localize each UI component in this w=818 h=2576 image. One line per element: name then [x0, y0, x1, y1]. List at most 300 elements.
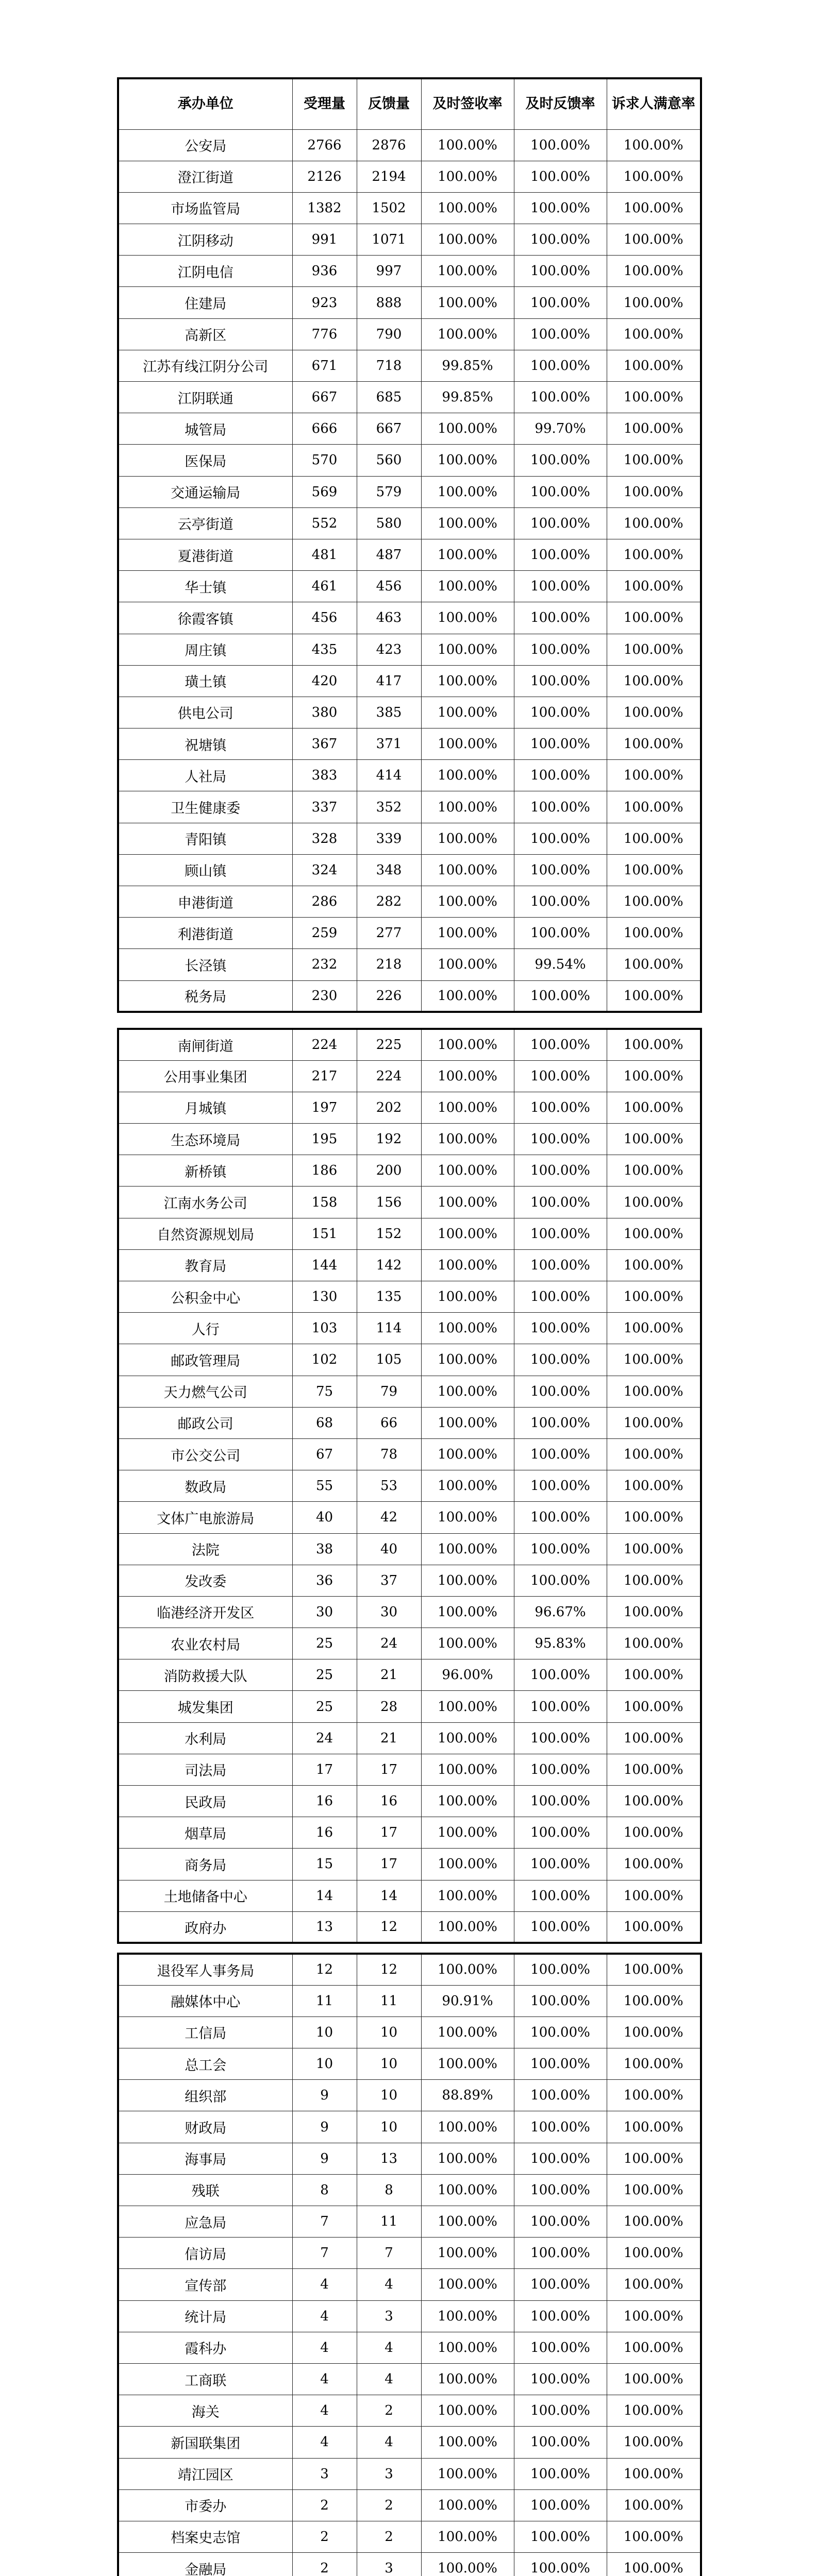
satisfaction-cell: 100.00% [607, 854, 701, 886]
feedback-rate-cell: 100.00% [514, 2489, 607, 2521]
accepted-cell: 991 [292, 224, 357, 256]
header-accepted: 受理量 [292, 78, 357, 129]
feedback-rate-cell: 100.00% [514, 1155, 607, 1187]
feedback-cell: 12 [357, 1954, 421, 1985]
table-row [118, 665, 701, 697]
table-row [118, 918, 701, 949]
unit-cell: 消防救援大队 [118, 1659, 292, 1691]
satisfaction-cell: 100.00% [607, 1659, 701, 1691]
table-row [118, 1249, 701, 1281]
feedback-cell: 14 [357, 1880, 421, 1911]
satisfaction-cell: 100.00% [607, 1911, 701, 1943]
accepted-cell: 25 [292, 1659, 357, 1691]
sign-rate-cell: 100.00% [421, 980, 514, 1012]
feedback-rate-cell: 99.54% [514, 949, 607, 980]
sign-rate-cell: 100.00% [421, 318, 514, 350]
satisfaction-cell: 100.00% [607, 760, 701, 791]
accepted-cell: 2 [292, 2521, 357, 2552]
feedback-rate-cell: 100.00% [514, 886, 607, 918]
satisfaction-cell: 100.00% [607, 1187, 701, 1218]
satisfaction-cell: 100.00% [607, 1849, 701, 1880]
accepted-cell: 12 [292, 1954, 357, 1985]
table-row [118, 129, 701, 161]
table-row [118, 1691, 701, 1722]
table-row [118, 791, 701, 823]
handling-table-part-3 [117, 1953, 702, 2576]
sign-rate-cell: 100.00% [421, 161, 514, 192]
accepted-cell: 13 [292, 1911, 357, 1943]
table-row [118, 697, 701, 728]
accepted-cell: 30 [292, 1596, 357, 1628]
table-row [118, 1281, 701, 1313]
feedback-cell: 456 [357, 571, 421, 602]
table-row [118, 1502, 701, 1533]
feedback-cell: 11 [357, 1985, 421, 2016]
unit-cell: 医保局 [118, 445, 292, 476]
accepted-cell: 144 [292, 1249, 357, 1281]
feedback-cell: 42 [357, 1502, 421, 1533]
unit-cell: 总工会 [118, 2048, 292, 2080]
table-row [118, 2238, 701, 2269]
feedback-rate-cell: 100.00% [514, 2395, 607, 2427]
feedback-cell: 579 [357, 476, 421, 507]
sign-rate-cell: 100.00% [421, 1470, 514, 1502]
feedback-rate-cell: 100.00% [514, 224, 607, 256]
accepted-cell: 461 [292, 571, 357, 602]
satisfaction-cell: 100.00% [607, 1880, 701, 1911]
accepted-cell: 328 [292, 823, 357, 854]
accepted-cell: 552 [292, 507, 357, 539]
table-row [118, 318, 701, 350]
table-row [118, 1985, 701, 2016]
satisfaction-cell: 100.00% [607, 2174, 701, 2206]
accepted-cell: 456 [292, 602, 357, 634]
feedback-cell: 21 [357, 1722, 421, 1754]
table-row [118, 1817, 701, 1849]
accepted-cell: 17 [292, 1754, 357, 1785]
feedback-cell: 2194 [357, 161, 421, 192]
sign-rate-cell: 99.85% [421, 350, 514, 381]
table-row [118, 1407, 701, 1438]
feedback-rate-cell: 100.00% [514, 1954, 607, 1985]
table-row [118, 445, 701, 476]
accepted-cell: 14 [292, 1880, 357, 1911]
table-row [118, 2363, 701, 2395]
feedback-rate-cell: 100.00% [514, 1407, 607, 1438]
feedback-cell: 2 [357, 2395, 421, 2427]
sign-rate-cell: 100.00% [421, 823, 514, 854]
table-row [118, 2080, 701, 2111]
sign-rate-cell: 100.00% [421, 602, 514, 634]
satisfaction-cell: 100.00% [607, 1344, 701, 1376]
header-feedback: 反馈量 [357, 78, 421, 129]
unit-cell: 财政局 [118, 2111, 292, 2143]
sign-rate-cell: 100.00% [421, 1596, 514, 1628]
unit-cell: 文体广电旅游局 [118, 1502, 292, 1533]
accepted-cell: 481 [292, 539, 357, 570]
feedback-rate-cell: 100.00% [514, 1313, 607, 1344]
feedback-rate-cell: 100.00% [514, 697, 607, 728]
feedback-rate-cell: 100.00% [514, 1249, 607, 1281]
table-row [118, 2143, 701, 2174]
unit-cell: 退役军人事务局 [118, 1954, 292, 1985]
feedback-cell: 4 [357, 2427, 421, 2458]
feedback-rate-cell: 100.00% [514, 1911, 607, 1943]
satisfaction-cell: 100.00% [607, 1596, 701, 1628]
unit-cell: 新国联集团 [118, 2427, 292, 2458]
satisfaction-cell: 100.00% [607, 1786, 701, 1817]
feedback-rate-cell: 100.00% [514, 1533, 607, 1565]
feedback-rate-cell: 95.83% [514, 1628, 607, 1659]
feedback-rate-cell: 100.00% [514, 1092, 607, 1123]
accepted-cell: 67 [292, 1438, 357, 1470]
unit-cell: 青阳镇 [118, 823, 292, 854]
sign-rate-cell: 100.00% [421, 2332, 514, 2363]
accepted-cell: 4 [292, 2300, 357, 2332]
sign-rate-cell: 100.00% [421, 1691, 514, 1722]
accepted-cell: 259 [292, 918, 357, 949]
feedback-rate-cell: 100.00% [514, 665, 607, 697]
sign-rate-cell: 100.00% [421, 507, 514, 539]
feedback-rate-cell: 100.00% [514, 287, 607, 318]
sign-rate-cell: 96.00% [421, 1659, 514, 1691]
accepted-cell: 570 [292, 445, 357, 476]
feedback-cell: 888 [357, 287, 421, 318]
sign-rate-cell: 100.00% [421, 2048, 514, 2080]
satisfaction-cell: 100.00% [607, 287, 701, 318]
sign-rate-cell: 100.00% [421, 760, 514, 791]
accepted-cell: 923 [292, 287, 357, 318]
sign-rate-cell: 100.00% [421, 1376, 514, 1407]
feedback-cell: 142 [357, 1249, 421, 1281]
feedback-cell: 3 [357, 2300, 421, 2332]
feedback-cell: 224 [357, 1060, 421, 1092]
satisfaction-cell: 100.00% [607, 1281, 701, 1313]
feedback-rate-cell: 100.00% [514, 318, 607, 350]
feedback-cell: 8 [357, 2174, 421, 2206]
sign-rate-cell: 100.00% [421, 1533, 514, 1565]
table-row [118, 1659, 701, 1691]
feedback-cell: 79 [357, 1376, 421, 1407]
feedback-cell: 4 [357, 2332, 421, 2363]
unit-cell: 江阴电信 [118, 256, 292, 287]
feedback-rate-cell: 100.00% [514, 1376, 607, 1407]
table-row [118, 823, 701, 854]
feedback-rate-cell: 100.00% [514, 382, 607, 413]
accepted-cell: 435 [292, 634, 357, 665]
unit-cell: 邮政管理局 [118, 1344, 292, 1376]
satisfaction-cell: 100.00% [607, 2332, 701, 2363]
accepted-cell: 38 [292, 1533, 357, 1565]
feedback-cell: 10 [357, 2048, 421, 2080]
accepted-cell: 24 [292, 1722, 357, 1754]
satisfaction-cell: 100.00% [607, 1691, 701, 1722]
table-row [118, 1786, 701, 1817]
sign-rate-cell: 100.00% [421, 854, 514, 886]
sign-rate-cell: 100.00% [421, 224, 514, 256]
sign-rate-cell: 100.00% [421, 129, 514, 161]
feedback-cell: 463 [357, 602, 421, 634]
feedback-cell: 105 [357, 1344, 421, 1376]
feedback-cell: 4 [357, 2269, 421, 2300]
satisfaction-cell: 100.00% [607, 728, 701, 760]
satisfaction-cell: 100.00% [607, 791, 701, 823]
feedback-rate-cell: 100.00% [514, 1218, 607, 1249]
unit-cell: 祝塘镇 [118, 728, 292, 760]
accepted-cell: 337 [292, 791, 357, 823]
unit-cell: 徐霞客镇 [118, 602, 292, 634]
sign-rate-cell: 90.91% [421, 1985, 514, 2016]
satisfaction-cell: 100.00% [607, 2111, 701, 2143]
feedback-cell: 580 [357, 507, 421, 539]
sign-rate-cell: 100.00% [421, 2016, 514, 2048]
unit-cell: 商务局 [118, 1849, 292, 1880]
feedback-cell: 1071 [357, 224, 421, 256]
feedback-rate-cell: 100.00% [514, 1880, 607, 1911]
unit-cell: 工信局 [118, 2016, 292, 2048]
table-row [118, 602, 701, 634]
unit-cell: 顾山镇 [118, 854, 292, 886]
unit-cell: 新桥镇 [118, 1155, 292, 1187]
table-row [118, 949, 701, 980]
table-row [118, 1124, 701, 1155]
unit-cell: 公用事业集团 [118, 1060, 292, 1092]
unit-cell: 卫生健康委 [118, 791, 292, 823]
satisfaction-cell: 100.00% [607, 161, 701, 192]
unit-cell: 发改委 [118, 1565, 292, 1596]
sign-rate-cell: 100.00% [421, 1407, 514, 1438]
feedback-cell: 66 [357, 1407, 421, 1438]
table-row [118, 192, 701, 224]
table-row [118, 1029, 701, 1060]
feedback-rate-cell: 100.00% [514, 2111, 607, 2143]
accepted-cell: 25 [292, 1628, 357, 1659]
feedback-cell: 53 [357, 1470, 421, 1502]
table-row [118, 1438, 701, 1470]
feedback-cell: 30 [357, 1596, 421, 1628]
feedback-rate-cell: 100.00% [514, 539, 607, 570]
table-row [118, 507, 701, 539]
feedback-rate-cell: 100.00% [514, 2332, 607, 2363]
sign-rate-cell: 100.00% [421, 791, 514, 823]
satisfaction-cell: 100.00% [607, 413, 701, 445]
table-row [118, 886, 701, 918]
sign-rate-cell: 100.00% [421, 256, 514, 287]
satisfaction-cell: 100.00% [607, 1722, 701, 1754]
feedback-rate-cell: 100.00% [514, 1438, 607, 1470]
table-row [118, 1911, 701, 1943]
accepted-cell: 195 [292, 1124, 357, 1155]
feedback-rate-cell: 100.00% [514, 918, 607, 949]
handling-table-part-2 [117, 1028, 702, 1944]
accepted-cell: 7 [292, 2206, 357, 2238]
accepted-cell: 4 [292, 2427, 357, 2458]
accepted-cell: 667 [292, 382, 357, 413]
satisfaction-cell: 100.00% [607, 2048, 701, 2080]
table-header-row [118, 78, 701, 129]
sign-rate-cell: 100.00% [421, 1249, 514, 1281]
unit-cell: 公安局 [118, 129, 292, 161]
table-row [118, 287, 701, 318]
satisfaction-cell: 100.00% [607, 918, 701, 949]
feedback-cell: 24 [357, 1628, 421, 1659]
unit-cell: 申港街道 [118, 886, 292, 918]
satisfaction-cell: 100.00% [607, 445, 701, 476]
feedback-cell: 114 [357, 1313, 421, 1344]
table-row [118, 1060, 701, 1092]
unit-cell: 残联 [118, 2174, 292, 2206]
sign-rate-cell: 100.00% [421, 665, 514, 697]
satisfaction-cell: 100.00% [607, 2395, 701, 2427]
feedback-rate-cell: 100.00% [514, 129, 607, 161]
table-row [118, 1596, 701, 1628]
satisfaction-cell: 100.00% [607, 1754, 701, 1785]
feedback-cell: 226 [357, 980, 421, 1012]
unit-cell: 法院 [118, 1533, 292, 1565]
table-row [118, 634, 701, 665]
sign-rate-cell: 100.00% [421, 728, 514, 760]
feedback-rate-cell: 100.00% [514, 602, 607, 634]
sign-rate-cell: 100.00% [421, 2174, 514, 2206]
satisfaction-cell: 100.00% [607, 980, 701, 1012]
table-row [118, 1565, 701, 1596]
accepted-cell: 671 [292, 350, 357, 381]
accepted-cell: 7 [292, 2238, 357, 2269]
accepted-cell: 3 [292, 2458, 357, 2489]
feedback-rate-cell: 100.00% [514, 760, 607, 791]
feedback-rate-cell: 100.00% [514, 350, 607, 381]
feedback-cell: 997 [357, 256, 421, 287]
sign-rate-cell: 100.00% [421, 1155, 514, 1187]
unit-cell: 利港街道 [118, 918, 292, 949]
accepted-cell: 36 [292, 1565, 357, 1596]
header-unit: 承办单位 [118, 78, 292, 129]
table-row [118, 728, 701, 760]
satisfaction-cell: 100.00% [607, 256, 701, 287]
unit-cell: 烟草局 [118, 1817, 292, 1849]
satisfaction-cell: 100.00% [607, 2521, 701, 2552]
unit-cell: 司法局 [118, 1754, 292, 1785]
feedback-rate-cell: 100.00% [514, 1124, 607, 1155]
table-row [118, 2332, 701, 2363]
satisfaction-cell: 100.00% [607, 1502, 701, 1533]
table-row [118, 2048, 701, 2080]
sign-rate-cell: 100.00% [421, 1911, 514, 1943]
feedback-cell: 348 [357, 854, 421, 886]
sign-rate-cell: 100.00% [421, 1880, 514, 1911]
accepted-cell: 10 [292, 2016, 357, 2048]
feedback-cell: 37 [357, 1565, 421, 1596]
sign-rate-cell: 100.00% [421, 2489, 514, 2521]
accepted-cell: 569 [292, 476, 357, 507]
unit-cell: 金融局 [118, 2553, 292, 2576]
sign-rate-cell: 100.00% [421, 1187, 514, 1218]
feedback-rate-cell: 100.00% [514, 1722, 607, 1754]
satisfaction-cell: 100.00% [607, 1313, 701, 1344]
accepted-cell: 151 [292, 1218, 357, 1249]
table-row [118, 2300, 701, 2332]
table-row [118, 413, 701, 445]
feedback-rate-cell: 100.00% [514, 1502, 607, 1533]
unit-cell: 高新区 [118, 318, 292, 350]
unit-cell: 江苏有线江阴分公司 [118, 350, 292, 381]
feedback-rate-cell: 100.00% [514, 2016, 607, 2048]
sign-rate-cell: 100.00% [421, 476, 514, 507]
accepted-cell: 230 [292, 980, 357, 1012]
satisfaction-cell: 100.00% [607, 1092, 701, 1123]
table-row [118, 1218, 701, 1249]
handling-table-part-1 [117, 77, 702, 1013]
feedback-rate-cell: 100.00% [514, 1786, 607, 1817]
table-row [118, 2395, 701, 2427]
sign-rate-cell: 100.00% [421, 445, 514, 476]
feedback-cell: 2 [357, 2489, 421, 2521]
feedback-rate-cell: 96.67% [514, 1596, 607, 1628]
feedback-cell: 3 [357, 2458, 421, 2489]
unit-cell: 民政局 [118, 1786, 292, 1817]
satisfaction-cell: 100.00% [607, 192, 701, 224]
table-row [118, 1754, 701, 1785]
accepted-cell: 2126 [292, 161, 357, 192]
unit-cell: 自然资源规划局 [118, 1218, 292, 1249]
accepted-cell: 224 [292, 1029, 357, 1060]
satisfaction-cell: 100.00% [607, 2363, 701, 2395]
feedback-rate-cell: 100.00% [514, 854, 607, 886]
accepted-cell: 4 [292, 2395, 357, 2427]
accepted-cell: 9 [292, 2143, 357, 2174]
feedback-rate-cell: 100.00% [514, 1817, 607, 1849]
sign-rate-cell: 100.00% [421, 1502, 514, 1533]
table-row [118, 1344, 701, 1376]
satisfaction-cell: 100.00% [607, 1628, 701, 1659]
sign-rate-cell: 100.00% [421, 571, 514, 602]
unit-cell: 统计局 [118, 2300, 292, 2332]
feedback-rate-cell: 100.00% [514, 2080, 607, 2111]
satisfaction-cell: 100.00% [607, 2238, 701, 2269]
sign-rate-cell: 100.00% [421, 886, 514, 918]
sign-rate-cell: 100.00% [421, 1565, 514, 1596]
accepted-cell: 16 [292, 1786, 357, 1817]
feedback-cell: 7 [357, 2238, 421, 2269]
accepted-cell: 4 [292, 2332, 357, 2363]
unit-cell: 应急局 [118, 2206, 292, 2238]
unit-cell: 农业农村局 [118, 1628, 292, 1659]
accepted-cell: 324 [292, 854, 357, 886]
unit-cell: 市公交公司 [118, 1438, 292, 1470]
satisfaction-cell: 100.00% [607, 697, 701, 728]
table-row [118, 2458, 701, 2489]
unit-cell: 天力燃气公司 [118, 1376, 292, 1407]
unit-cell: 海事局 [118, 2143, 292, 2174]
unit-cell: 璜土镇 [118, 665, 292, 697]
unit-cell: 交通运输局 [118, 476, 292, 507]
table-row [118, 2521, 701, 2552]
feedback-cell: 28 [357, 1691, 421, 1722]
table-row [118, 1155, 701, 1187]
accepted-cell: 10 [292, 2048, 357, 2080]
unit-cell: 市委办 [118, 2489, 292, 2521]
accepted-cell: 8 [292, 2174, 357, 2206]
feedback-cell: 718 [357, 350, 421, 381]
sign-rate-cell: 99.85% [421, 382, 514, 413]
sign-rate-cell: 100.00% [421, 1060, 514, 1092]
feedback-cell: 282 [357, 886, 421, 918]
unit-cell: 城管局 [118, 413, 292, 445]
table-row [118, 2553, 701, 2576]
feedback-rate-cell: 100.00% [514, 728, 607, 760]
accepted-cell: 68 [292, 1407, 357, 1438]
accepted-cell: 1382 [292, 192, 357, 224]
